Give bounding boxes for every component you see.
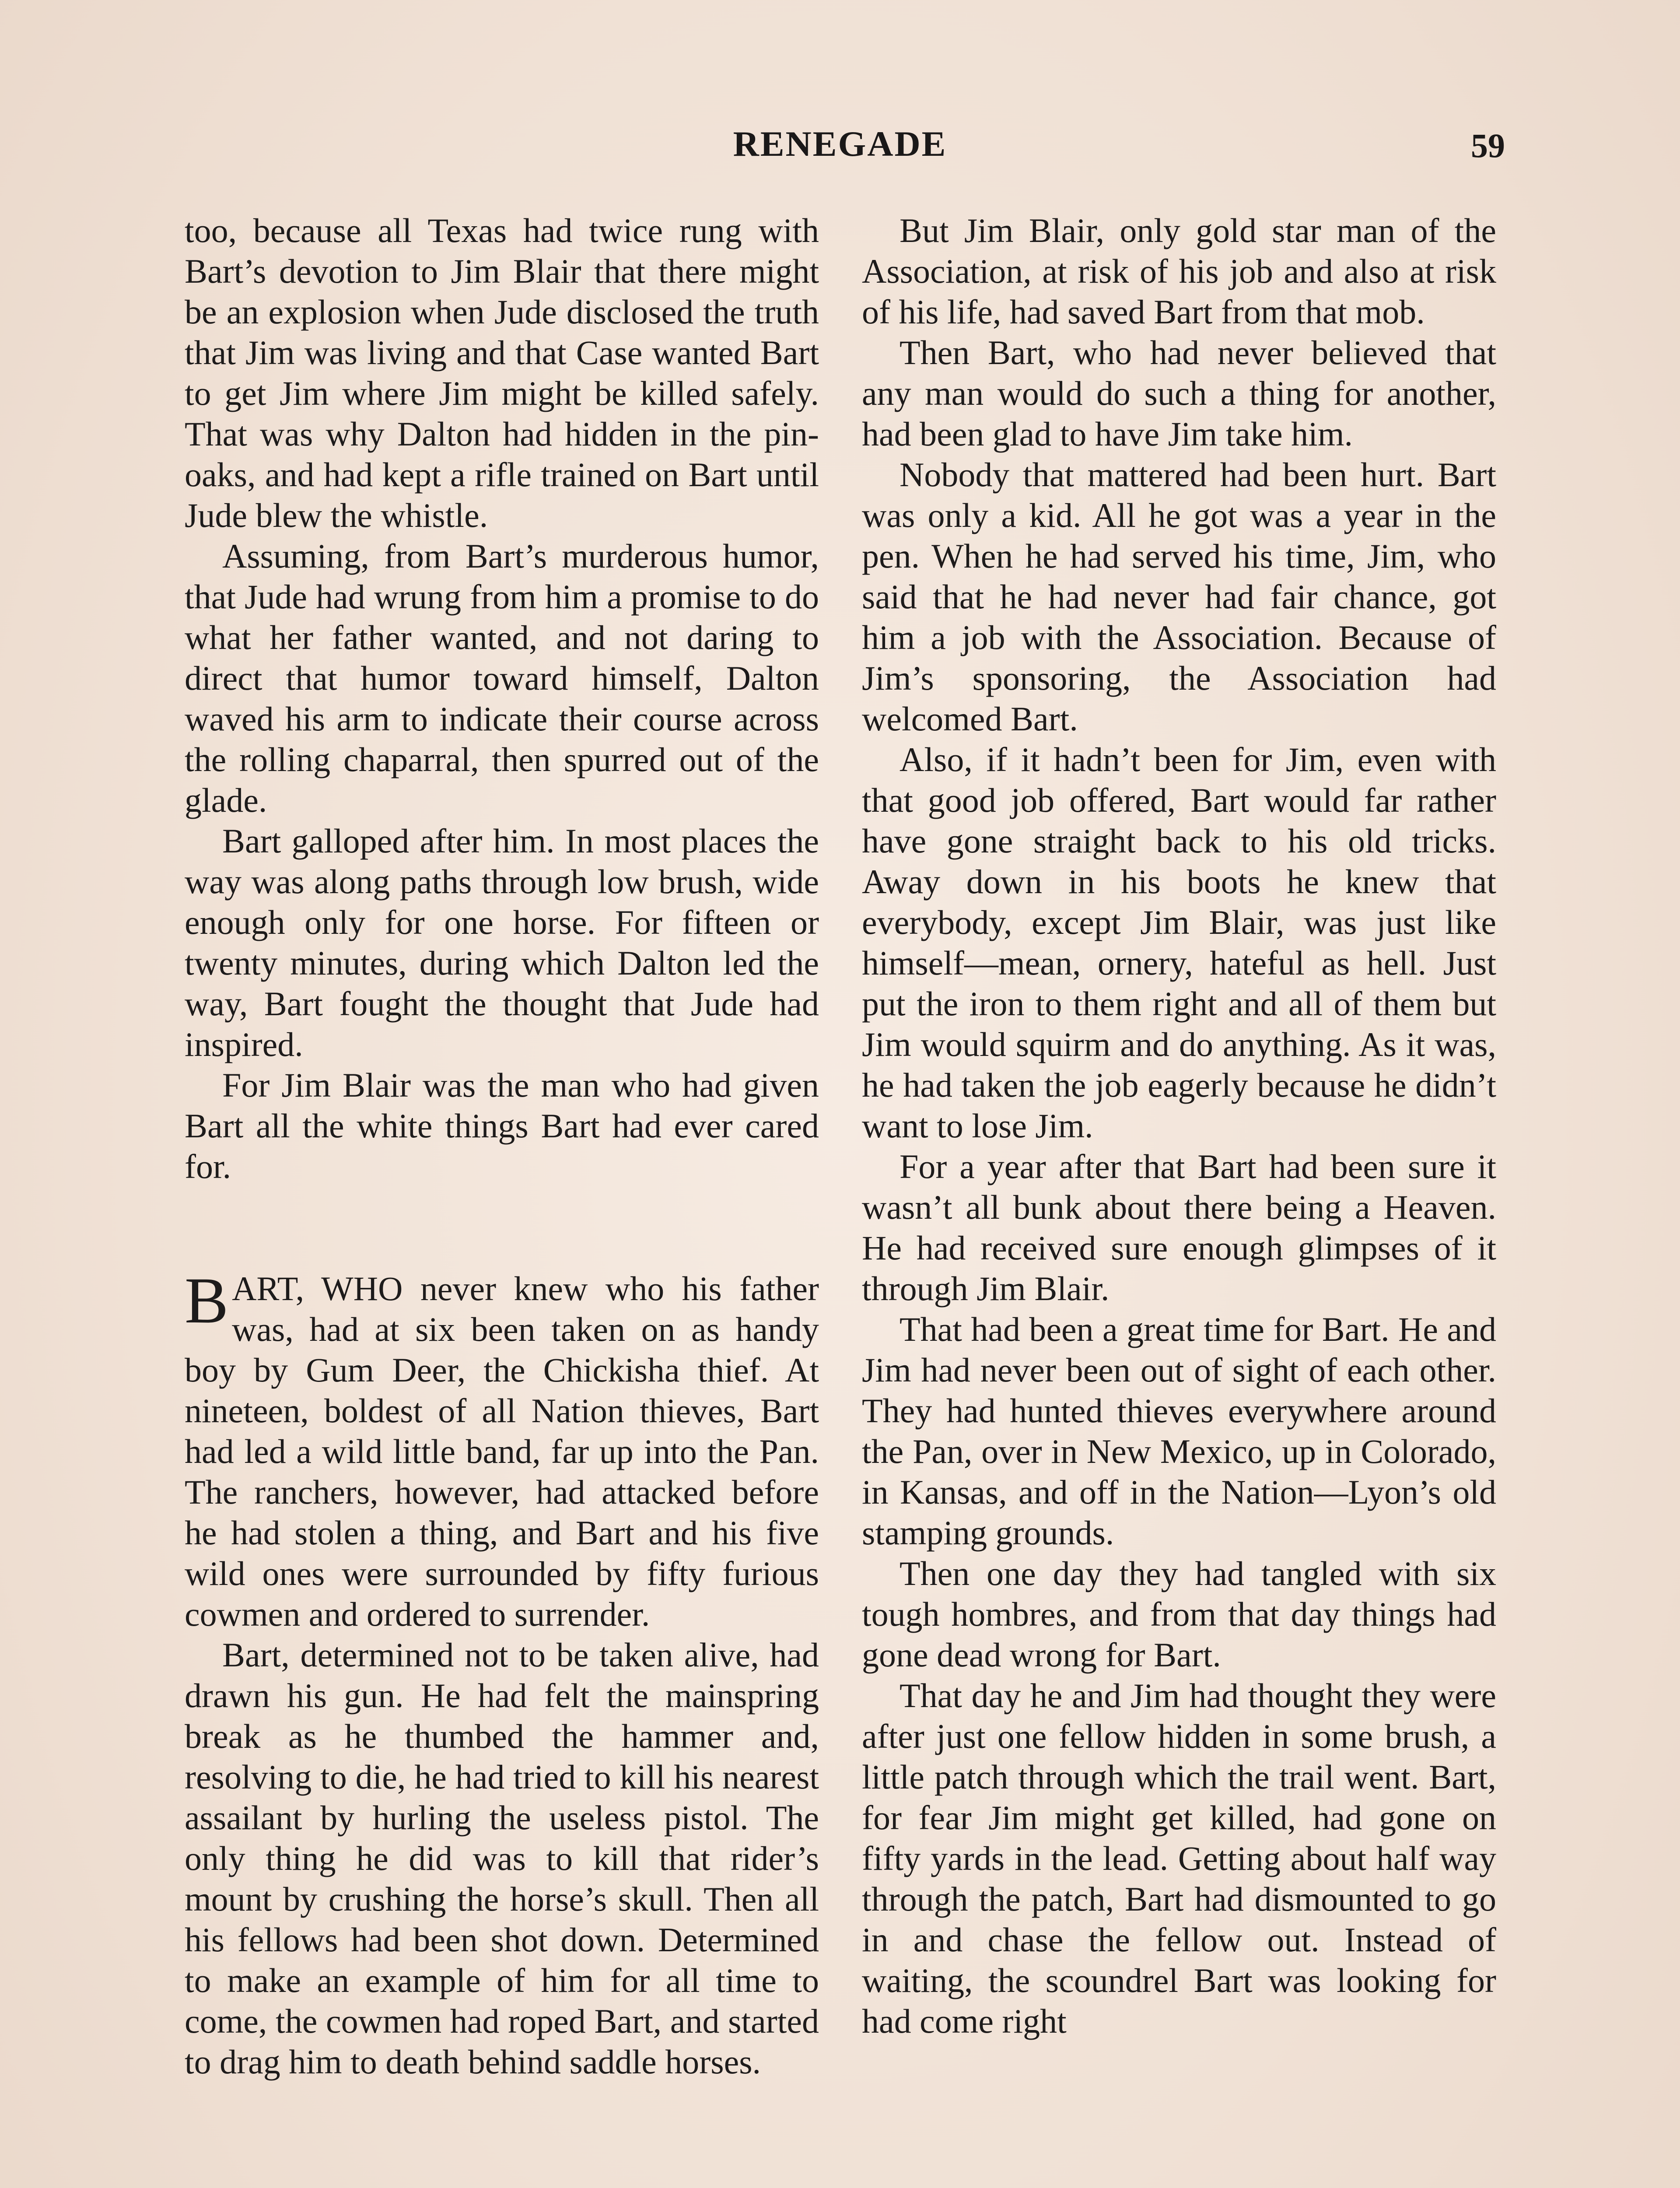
paragraph: But Jim Blair, only gold star man of the Association, at risk of his job and also at risk of his life, had saved Bart from that mob. — [862, 211, 1496, 331]
paragraph: too, because all Texas had twice rung with Bart’s devotion to Jim Blair that there might be an explosion when Jude disclosed the truth that Jim was living and that Case wanted Bart to get Jim where Jim might be killed safely. That was why Dalton had hidden in the pin-oaks, and had kept a rifle trained on Bart until Jude blew the whistle. — [185, 211, 819, 534]
paragraph: That had been a great time for Bart. He and Jim had never been out of sight of each other. They had hunted thieves everywhere around the Pan, over in New Mexico, up in Colorado, in Kansas, and off in the Nation—Lyon’s old stamping grounds. — [862, 1310, 1496, 1552]
section-opening-text: ART, WHO never knew who his father was, had at six been taken on as handy boy by Gum Deer, the Chickisha thief. At nineteen, boldest of all Nation thieves, Bart had led a wild little band, far up into the Pan. The ranchers, however, had attacked before he had stolen a thing, and Bart and his five wild ones were surrounded by fifty furious cowmen and ordered to surrender. — [185, 1269, 819, 1633]
paragraph: That day he and Jim had thought they were after just one fellow hidden in some brush, a little patch through which the trail went. Bart, for fear Jim might get killed, had gone on fifty yards in the lead. Getting about half way through the patch, Bart had dismounted to go in and chase the fellow out. Instead of waiting, the scoundrel Bart was looking for had come right — [862, 1676, 1496, 2040]
paragraph: Bart, determined not to be taken alive, had drawn his gun. He had felt the mainspring break as he thumbed the hammer and, resolving to die, he had tried to kill his nearest assailant by hurling the useless pistol. The only thing he did was to kill that rider’s mount by crushing the horse’s skull. Then all his fellows had been shot down. Determined to make an example of him for all time to come, the cowmen had roped Bart, and started to drag him to death behind saddle horses. — [185, 1636, 819, 2081]
paragraph: For a year after that Bart had been sure it wasn’t all bunk about there being a Heaven. He had received sure enough glimpses of it through Jim Blair. — [862, 1147, 1496, 1308]
section-opening-paragraph — [185, 1264, 819, 1634]
paragraph: Also, if it hadn’t been for Jim, even with that good job offered, Bart would far rather have gone straight back to his old tricks. Away down in his boots he knew that everybody, except Jim Blair, was just like himself—mean, ornery, hateful as hell. Just put the iron to them right and all of them but Jim would squirm and do anything. As it was, he had taken the job eagerly because he didn’t want to lose Jim. — [862, 740, 1496, 1145]
left-text-column — [185, 210, 819, 2082]
paragraph: Bart galloped after him. In most places the way was along paths through low brush, wide enough only for one horse. For fifteen or twenty minutes, during which Dalton led the way, Bart fought the thought that Jude had inspired. — [185, 822, 819, 1063]
right-text-column — [862, 210, 1496, 2041]
paragraph: Assuming, from Bart’s murderous humor, that Jude had wrung from him a promise to do what her father wanted, and not daring to direct that humor toward himself, Dalton waved his arm to indicate their course across the rolling chaparral, then spurred out of the glade. — [185, 537, 819, 819]
drop-cap: B — [185, 1264, 229, 1337]
paragraph: Nobody that mattered had been hurt. Bart was only a kid. All he got was a year in the pen. When he had served his time, Jim, who said that he had never had fair chance, got him a job with the Association. Because of Jim’s sponsoring, the Association had welcomed Bart. — [862, 456, 1496, 738]
paragraph: Then one day they had tangled with six tough hombres, and from that day things had gone dead wrong for Bart. — [862, 1554, 1496, 1674]
paragraph: For Jim Blair was the man who had given Bart all the white things Bart had ever cared for. — [185, 1066, 819, 1185]
paragraph: Then Bart, who had never believed that any man would do such a thing for another, had been glad to have Jim take him. — [862, 333, 1496, 453]
running-title: RENEGADE — [733, 124, 947, 164]
page-number: 59 — [1471, 126, 1505, 165]
